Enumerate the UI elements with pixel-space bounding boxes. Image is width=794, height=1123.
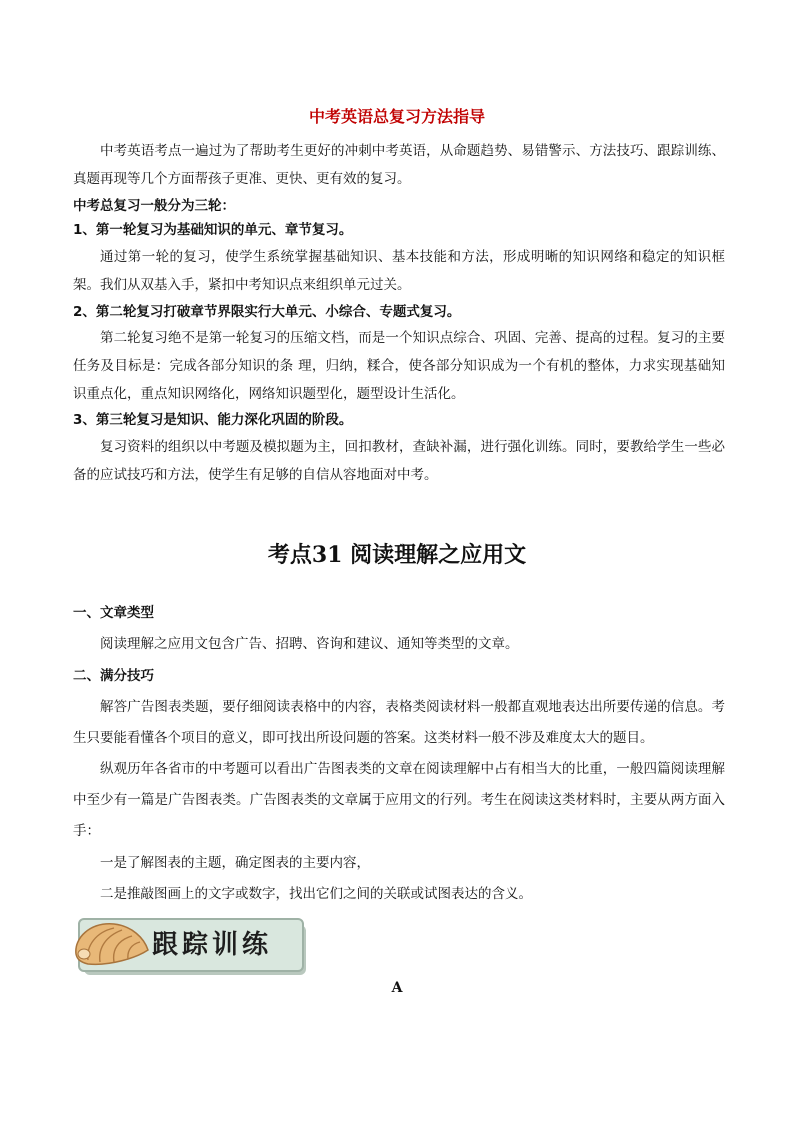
main-title: 考点31 阅读理解之应用文 xyxy=(267,542,527,568)
section2-heading: 二、满分技巧 xyxy=(73,668,154,684)
round3-text: 复习资料的组织以中考题及模拟题为主，回扣教材，查缺补漏，进行强化训练。同时，要教给学生一些必备的应试技巧和方法，使学生有足够的自信从容地面对中考。 xyxy=(73,439,725,483)
passage-label: A xyxy=(391,980,403,996)
conch-shell-icon xyxy=(70,914,154,972)
practice-banner xyxy=(70,914,302,972)
section1-text: 阅读理解之应用文包含广告、招聘、咨询和建议、通知等类型的文章。 xyxy=(100,636,519,652)
section2-paragraph-2: 纵观历年各省市的中考题可以看出广告图表类的文章在阅读理解中占有相当大的比重，一般四篇阅读理解中至少有一篇是广告图表类。广告图表类的文章属于应用文的行列。考生在阅读这类材料时，主要从两方面入手： xyxy=(73,761,725,839)
intro-paragraph: 中考英语考点一遍过为了帮助考生更好的冲刺中考英语，从命题趋势、易错警示、方法技巧、跟踪训练、真题再现等几个方面帮孩子更准、更快、更有效的复习。 xyxy=(73,143,725,187)
section1-heading: 一、文章类型 xyxy=(73,605,154,621)
round1-text: 通过第一轮的复习，使学生系统掌握基础知识、基本技能和方法，形成明晰的知识网络和稳定的知识框架。我们从双基入手，紧扣中考知识点来组织单元过关。 xyxy=(73,249,725,293)
rounds-heading: 中考总复习一般分为三轮： xyxy=(73,198,235,214)
round1-heading: 1、第一轮复习为基础知识的单元、章节复习。 xyxy=(73,222,353,238)
round2-text: 第二轮复习绝不是第一轮复习的压缩文档，而是一个知识点综合、巩固、完善、提高的过程。复习的主要任务及目标是：完成各部分知识的条 理，归纳，糅合，使各部分知识成为一个有机的整体，力求实现基础知识重点化，重点知识网络化，网络知识题型化，题型设计生活化。 xyxy=(73,330,725,402)
intro-title: 中考英语总复习方法指导 xyxy=(308,107,485,126)
section2-paragraph-3: 一是了解图表的主题，确定图表的主要内容， xyxy=(100,855,370,871)
section2-paragraph-4: 二是推敲图画上的文字或数字，找出它们之间的关联或试图表达的含义。 xyxy=(100,886,532,902)
round2-heading: 2、第二轮复习打破章节界限实行大单元、小综合、专题式复习。 xyxy=(73,304,461,320)
section2-paragraph-1: 解答广告图表类题，要仔细阅读表格中的内容，表格类阅读材料一般都直观地表达出所要传递的信息。考生只要能看懂各个项目的意义，即可找出所设问题的答案。这类材料一般不涉及难度太大的题目。 xyxy=(73,699,725,746)
banner-label: 跟踪训练 xyxy=(152,930,273,960)
round3-heading: 3、第三轮复习是知识、能力深化巩固的阶段。 xyxy=(73,412,353,428)
